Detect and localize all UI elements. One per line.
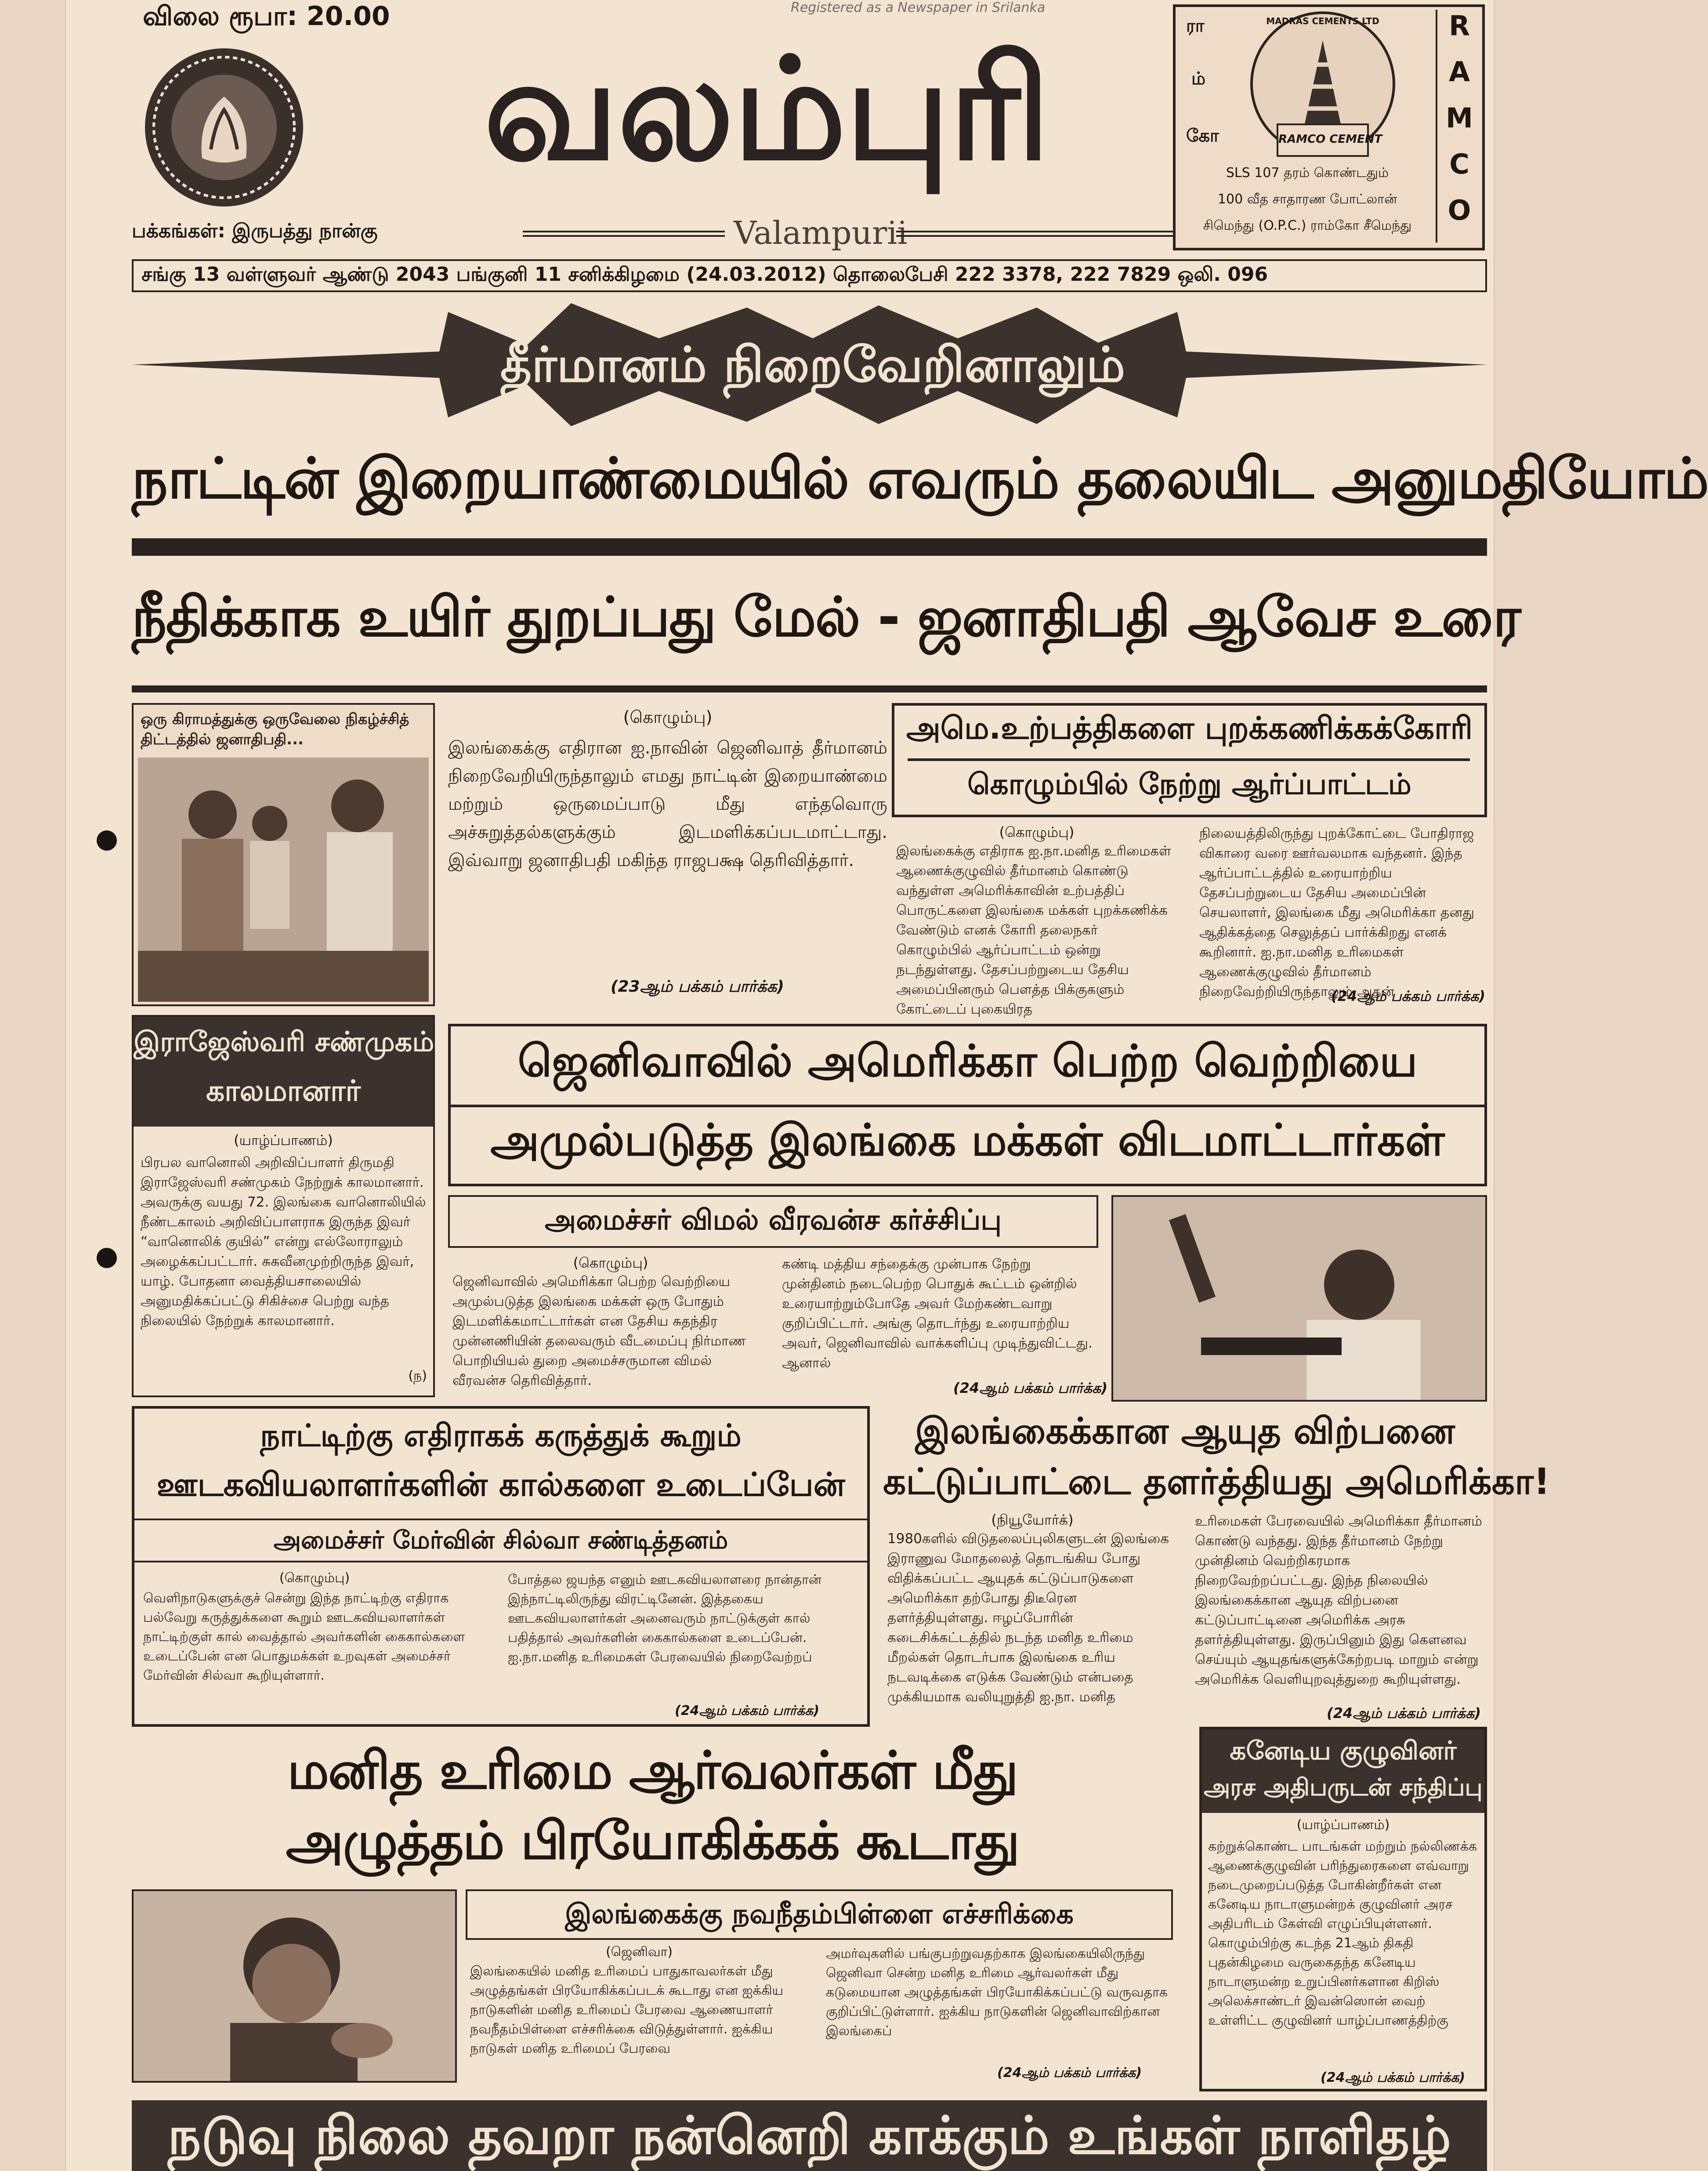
ad-letter: O <box>1447 194 1471 226</box>
canada-subheadline: அரச அதிபருடன் சந்திப்பு <box>1204 1773 1483 1801</box>
ad-brand: RAMCO CEMENT <box>1277 123 1369 157</box>
dateline-place: (கொழும்பு) <box>573 1254 648 1271</box>
masthead-title: வலம்புரி <box>484 28 1049 192</box>
media-subheadline: அமைச்சர் மேர்வின் சில்வா சண்டித்தனம் <box>134 1519 867 1562</box>
canada-headline: கனேடிய குழுவினர் <box>1230 1736 1457 1765</box>
protest-col-2: நிலையத்திலிருந்து புறக்கோட்டை போதிராஜ விகாரை வரை ஊர்வலமாக வந்தனர். இந்த ஆர்ப்பாட்டத்தில் உரையாற்றிய தேசப்பற்றுடைய தேசிய அமைப்பின் செயலாளர், இலங்கை மீது அமெரிக்கா தனது ஆதிக்கத்தை செலுத்தப் பார்க்கிறது எனக் கூறினார். ஐ.நா.மனித உரிமைகள் ஆணைக்குழுவில் தீர்மானம் நிறைவேற்றியிருந்தாலும் அதன் <box>1199 826 1475 1000</box>
rule <box>908 758 1470 761</box>
arms-headline: இலங்கைக்கான ஆயுத விற்பனை <box>915 1410 1455 1452</box>
arms-col-1: 1980களில் விடுதலைப்புலிகளுடன் இலங்கை இராணுவ மோதலைத் தொடங்கிய போது விதிக்கப்பட்ட ஆயுதக் கட்டுப்பாடுகளை அமெரிக்கா தற்போது திடீரென தளர்த்தியுள்ளது. ஈழப்போரின் கடைசிக்கட்டத்தில் நடந்த மனித உரிமை மீறல்கள் தொடர்பாக இலங்கை உரிய நடவடிக்கை எடுக்க வேண்டும் என்பதை முக்கியமாக வலியுறுத்தி ஐ.நா. மனித <box>887 1531 1169 1705</box>
newspaper-page <box>66 0 1708 2171</box>
see-more-link[interactable]: (24ஆம் பக்கம் பார்க்க) <box>675 1703 820 1718</box>
canada-headline-band <box>1202 1729 1484 1813</box>
photo-caption: ஒரு கிராமத்துக்கு ஒருவேலை நிகழ்ச்சித் திட்டத்தில் ஜனாதிபதி... <box>141 710 409 748</box>
banner-kicker: தீர்மானம் நிறைவேறினாலும் <box>500 337 1125 393</box>
ad-letter-column <box>1436 10 1480 243</box>
price: விலை ரூபா: 20.00 <box>143 1 390 32</box>
geneva-headline: ஜெனிவாவில் அமெரிக்கா பெற்ற வெற்றியை <box>517 1035 1418 1087</box>
see-more-link[interactable]: (24ஆம் பக்கம் பார்க்க) <box>1327 1705 1481 1722</box>
president-photo <box>138 757 429 1002</box>
obituary-subheadline: காலமானார் <box>206 1074 361 1108</box>
see-more-link[interactable]: (24ஆம் பக்கம் பார்க்க) <box>1321 2070 1466 2085</box>
minister-photo <box>1111 1195 1487 1402</box>
media-headline: நாட்டிற்கு எதிராகக் கருத்துக் கூறும் <box>260 1417 742 1453</box>
page-count: பக்கங்கள்: இருபத்து நான்கு <box>132 220 378 242</box>
dateline-place: (கொழும்பு) <box>999 824 1075 841</box>
rule <box>132 685 1487 692</box>
conch-logo <box>145 48 303 207</box>
media-story-box <box>132 1406 870 1727</box>
main-headline: நாட்டின் இறையாண்மையில் எவரும் தலையிட அனுமதியோம் <box>132 446 1708 511</box>
ad-left-letter: ம் <box>1191 69 1206 89</box>
dateline-place: (யாழ்ப்பாணம்) <box>1296 1817 1390 1833</box>
banner-starburst <box>132 303 1487 426</box>
ad-letter: R <box>1449 10 1470 42</box>
ad-left-letter: ரா <box>1186 16 1205 36</box>
geneva-subheadline: அமைச்சர் விமல் வீரவன்ச கர்ச்சிப்பு <box>448 1195 1098 1248</box>
punch-hole <box>97 1248 117 1268</box>
rights-col-2: அமர்வுகளில் பங்குபற்றுவதற்காக இலங்கையிலிருந்து ஜெனிவா சென்ற மனித உரிமை ஆர்வலர்கள் மீது கடுமையான அழுத்தங்கள் பிரயோகிக்கப்பட்டு வருவதாக குறிப்பிட்டுள்ளார். ஐக்கிய நாடுகளின் ஜெனிவாவிற்கான இலங்கைப் <box>826 1946 1168 2039</box>
ad-line: SLS 107 தரம் கொண்டதும் <box>1226 165 1389 181</box>
lead-story-text: இலங்கைக்கு எதிரான ஐ.நாவின் ஜெனிவாத் தீர்மானம் நிறைவேறியிருந்தாலும் எமது நாட்டின் இறையாண்மை மற்றும் ஒருமைப்பாடு மீது எந்தவொரு அச்சுறுத்தல்களுக்கும் இடமளிக்கப்படமாட்டாது. இவ்வாறு ஜனாதிபதி மகிந்த ராஜபக்ஷ தெரிவித்தார். <box>448 738 887 870</box>
sub-headline: நீதிக்காக உயிர் துறப்பது மேல் - ஜனாதிபதி ஆவேச உரை <box>132 586 1520 649</box>
dateline-place: (கொழும்பு) <box>279 1570 350 1586</box>
rule <box>132 538 1487 556</box>
canada-story-box <box>1199 1727 1487 2091</box>
media-headline-2: ஊடகவியலாளர்களின் கால்களை உடைப்பேன் <box>156 1466 845 1504</box>
ad-line: சிமெந்து (O.P.C.) ராம்கோ சீமெந்து <box>1203 218 1412 233</box>
see-more-link[interactable]: (24ஆம் பக்கம் பார்க்க) <box>997 2065 1142 2080</box>
rights-headline: மனித உரிமை ஆர்வலர்கள் மீது <box>287 1740 1017 1801</box>
obituary-sign: (ந) <box>408 1368 427 1384</box>
lead-photo-frame <box>132 703 435 1006</box>
registration-note: Registered as a Newspaper in Srilanka <box>791 0 1046 15</box>
navi-pillay-photo <box>132 1889 457 2083</box>
rule <box>896 231 1186 237</box>
dateline-place: (ஜெனிவா) <box>605 1944 673 1960</box>
dateline: சங்கு 13 வள்ளுவர் ஆண்டு 2043 பங்குனி 11 சனிக்கிழமை (24.03.2012) தொலைபேசி 222 3378, 222 7829 ஒலி. 096 <box>132 259 1487 292</box>
protest-subheadline: கொழும்பில் நேற்று ஆர்ப்பாட்டம் <box>967 767 1411 801</box>
dateline-place: (நியூயோர்க்) <box>991 1511 1074 1528</box>
ad-ring-text: MADRAS CEMENTS LTD <box>1266 16 1379 26</box>
ad-letter: C <box>1449 148 1469 180</box>
dateline-place: (கொழும்பு) <box>623 707 713 727</box>
canada-story-text: கற்றுக்கொண்ட பாடங்கள் மற்றும் நல்லிணக்க ஆணைக்குழுவின் பரிந்துரைகளை எவ்வாறு நடைமுறைப்படுத்த போகின்றீர்கள் என கனேடிய நாடாளுமன்றக் குழுவினர் அரச அதிபரிடம் கேள்வி எழுப்பியுள்ளனர். கொழும்பிற்கு கடந்த 21ஆம் திகதி புதன்கிழமை வருகைதந்த கனேடிய நாடாளுமன்ற உறுப்பினர்களான கிறிஸ் அலெக்சாண்டர் இவன்ஸொன் வைற் உள்ளிட்ட குழுவினர் யாழ்ப்பாணத்திற்கு <box>1208 1839 1477 2028</box>
see-more-link[interactable]: (24ஆம் பக்கம் பார்க்க) <box>953 1380 1107 1396</box>
punch-hole <box>97 830 117 851</box>
obituary-text: பிரபல வானொலி அறிவிப்பாளர் திருமதி இராஜேஸ்வரி சண்முகம் நேற்றுக் காலமானார். அவருக்கு வயது 72. இலங்கை வானொலியில் நீண்டகாலம் அறிவிப்பாளராக இருந்த இவர் “வானொலிக் குயில்” என்று எல்லோராலும் அழைக்கப்பட்டார். சுகவீனமுற்றிருந்த இவர், யாழ். போதனா வைத்தியசாலையில் அனுமதிக்கப்பட்டு சிகிச்சை பெற்று வந்த நிலையில் நேற்றுக் காலமானார். <box>141 1155 426 1329</box>
arms-headline-2: கட்டுப்பாட்டை தளர்த்தியது அமெரிக்கா! <box>883 1461 1550 1503</box>
geneva-headline-2: அமுல்படுத்த இலங்கை மக்கள் விடமாட்டார்கள் <box>490 1114 1445 1166</box>
media-col-1: வெளிநாடுகளுக்குச் சென்று இந்த நாட்டிற்கு எதிராக பல்வேறு கருத்துக்களை கூறும் ஊடகவியலாளர்கள் நாட்டிற்குள் கால் வைத்தால் அவர்களின் கைகால்களை உடைப்பேன் என பொதுமக்கள் உறவுகள் அமைச்சர் மேர்வின் சில்வா கூறியுள்ளார். <box>143 1591 465 1683</box>
ramco-cement-ad <box>1173 4 1485 250</box>
ad-line: 100 வீத சாதாரண போட்லான் <box>1217 192 1397 207</box>
dateline-place: (யாழ்ப்பாணம்) <box>234 1132 333 1149</box>
ad-left-letter: கோ <box>1186 126 1219 146</box>
rights-col-1: இலங்கையில் மனித உரிமைப் பாதுகாவலர்கள் மீது அழுத்தங்கள் பிரயோகிக்கப்படக் கூடாது என ஐக்கிய நாடுகளின் மனித உரிமைப் பேரவை ஆணையாளர் நவநீதம்பிள்ளை எச்சரிக்கை விடுத்துள்ளார். ஐக்கிய நாடுகள் மனித உரிமைப் பேரவை <box>470 1964 784 2056</box>
rights-subheadline: இலங்கைக்கு நவநீதம்பிள்ளை எச்சரிக்கை <box>466 1889 1173 1940</box>
footer-slogan: நடுவு நிலை தவறா நன்னெறி காக்கும் உங்கள் நாளிதழ் <box>132 2100 1487 2171</box>
masthead-english-title: Valampurii <box>734 214 908 251</box>
protest-col-1: இலங்கைக்கு எதிராக ஐ.நா.மனித உரிமைகள் ஆணைக்குழுவில் தீர்மானம் கொண்டு வந்துள்ள அமெரிக்காவின் உற்பத்திப் பொருட்களை இலங்கை மக்கள் புறக்கணிக்க வேண்டும் எனக் கோரி தலைநகர் கொழும்பில் ஆர்ப்பாட்டம் ஒன்று நடந்துள்ளது. தேசப்பற்றுடைய தேசிய அமைப்பினரும் பௌத்த பிக்குகளும் கோட்டைப் புகையிரத <box>896 843 1172 1017</box>
ad-letter: A <box>1449 56 1470 88</box>
obituary-headline-band <box>134 1017 433 1127</box>
geneva-col-1: ஜெனிவாவில் அமெரிக்கா பெற்ற வெற்றியை அமுல்படுத்த இலங்கை மக்கள் ஒரு போதும் இடமளிக்கமாட்டார்கள் என தேசிய சுதந்திர முன்னணியின் தலைவரும் வீடமைப்பு நிர்மாண பொறியியல் துறை அமைச்சருமான விமல் வீரவன்ச தெரிவித்தார். <box>452 1274 746 1388</box>
arms-col-2: உரிமைகள் பேரவையில் அமெரிக்கா தீர்மானம் கொண்டு வந்தது. இந்த தீர்மானம் நேற்று முன்தினம் வெற்றிகரமாக நிறைவேற்றப்பட்டது. இந்த நிலையில் இலங்கைக்கான ஆயுத விற்பனை கட்டுப்பாட்டினை அமெரிக்க அரசு தளர்த்தியுள்ளது. இருப்பினும் இது கௌனவ செய்யும் ஆயுதங்களுக்கேற்றபடி மாறும் என்று அமெரிக்க வெளியுறவுத்துறை கூறியுள்ளது. <box>1195 1513 1482 1687</box>
see-more-link[interactable]: (23ஆம் பக்கம் பார்க்க) <box>611 978 784 996</box>
media-col-2: போத்தல ஜயந்த எனும் ஊடகவியலாளரை நான்தான் இந்நாட்டிலிருந்து விரட்டினேன். இத்தகைய ஊடகவியலாளர்கள் அனைவரும் நாட்டுக்குள் கால் பதித்தால் அவர்களின் கைகால்களை உடைப்பேன். ஐ.நா.மனித உரிமைகள் பேரவையில் நிறைவேற்றப் <box>508 1572 821 1665</box>
see-more-link[interactable]: (24ஆம் பக்கம் பார்க்க) <box>1331 988 1485 1004</box>
obituary-box <box>132 1015 435 1397</box>
rights-headline-2: அழுத்தம் பிரயோகிக்கக் கூடாது <box>286 1810 1019 1871</box>
rule <box>523 231 725 237</box>
protest-headline: அமெ.உற்பத்திகளை புறக்கணிக்கக்கோரி <box>906 710 1473 746</box>
obituary-headline: இராஜேஸ்வரி சண்முகம் <box>134 1026 434 1058</box>
ad-letter: M <box>1446 102 1473 134</box>
geneva-col-2: கண்டி மத்திய சந்தைக்கு முன்பாக நேற்று முன்தினம் நடைபெற்ற பொதுக் கூட்டம் ஒன்றில் உரையாற்றும்போதே அவர் மேற்கண்டவாறு குறிப்பிட்டார். அங்கு தொடர்ந்து உரையாற்றிய அவர், ஜெனிவாவில் வாக்களிப்பு முடிந்துவிட்டது. ஆனால் <box>782 1256 1093 1371</box>
geneva-headline-box <box>448 1024 1487 1186</box>
rule <box>451 1105 1484 1107</box>
protest-headline-box <box>892 703 1487 817</box>
